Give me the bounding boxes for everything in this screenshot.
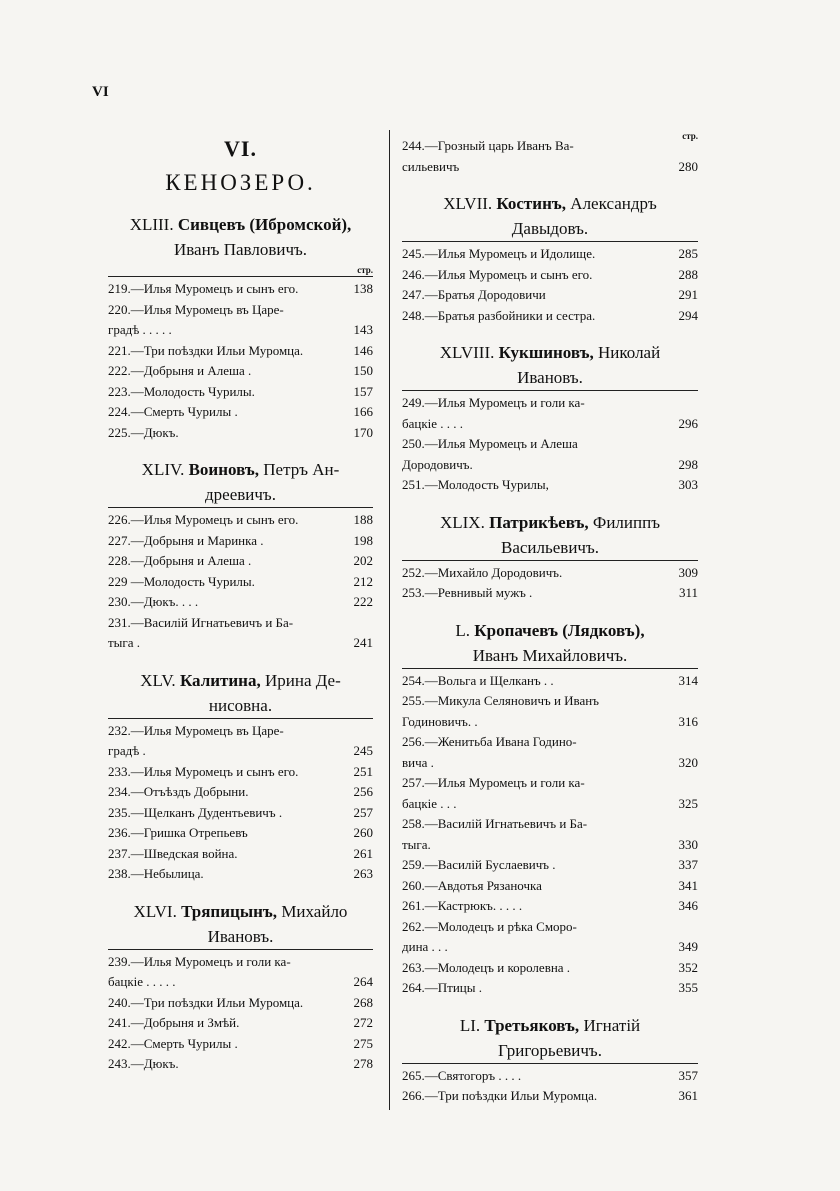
toc-entry [108, 762, 373, 783]
toc-entry-title: 246.—Илья Муромецъ и сынъ его. [402, 266, 593, 282]
page-number: VI [92, 84, 109, 100]
toc-entry [402, 563, 698, 584]
narrator-surname: Кукшиновъ, [498, 343, 594, 362]
toc-entry-page: 241 [353, 635, 373, 650]
toc-entry [108, 844, 373, 865]
toc-entry [108, 993, 373, 1014]
narrator-name-line: дреевичъ. [205, 485, 276, 504]
toc-entry-title: 239.—Илья Муромецъ и голи ка- [108, 953, 291, 969]
toc-entry-page: 150 [353, 363, 373, 378]
toc-entry-title: 237.—Шведская война. [108, 845, 238, 861]
narrator-name-line: Васильевичъ. [500, 537, 600, 557]
toc-entry-title: 265.—Святогоръ . . . . [402, 1067, 522, 1083]
toc-entry-title: градѣ . [108, 743, 146, 758]
toc-entry-page: 320 [678, 754, 698, 770]
toc-entry-title: 230.—Дюкъ. . . . [108, 594, 199, 609]
section-numeral: LI. [459, 1015, 481, 1035]
toc-entry-page: 309 [678, 564, 698, 580]
toc-entry [402, 475, 698, 496]
narrator-heading [108, 668, 373, 718]
toc-entry-title: 244.—Грозный царь Иванъ Ва- [402, 138, 574, 153]
toc-entry-title: 263.—Молодецъ и королевна . [402, 959, 571, 975]
toc-entry-title: 231.—Василій Игнатьевичъ и Ба- [108, 614, 294, 630]
toc-entry-page: 272 [353, 1015, 373, 1030]
toc-entry [402, 265, 698, 286]
narrator-surname: Тряпицынъ, [181, 901, 278, 921]
toc-entry [402, 414, 698, 435]
toc-entry-title: 253.—Ревнивый мужъ . [402, 585, 533, 600]
toc-entry [108, 972, 373, 993]
narrator-section [108, 212, 373, 443]
toc-entry [108, 320, 373, 341]
narrator-name-part: Игнатій [583, 1015, 641, 1035]
toc-entry-page: 256 [353, 784, 373, 799]
place-title: КЕНОЗЕРО. [165, 170, 316, 195]
narrator-section [402, 1013, 698, 1107]
toc-entry-page: 166 [353, 404, 373, 419]
toc-entry-title: Дородовичъ. [402, 456, 473, 472]
toc-entry [402, 876, 698, 897]
toc-entry-page: 280 [678, 158, 698, 174]
toc-entry-page: 268 [353, 994, 373, 1010]
toc-entry [108, 823, 373, 844]
toc-entry-title: 223.—Молодость Чурилы. [108, 383, 255, 399]
toc-entry [402, 157, 698, 178]
toc-entry-title: 242.—Смерть Чурилы . [108, 1035, 238, 1051]
toc-entry [108, 531, 373, 552]
toc-entry-page: 294 [678, 307, 698, 323]
narrator-section [402, 510, 698, 604]
toc-entry-title: тыга . [108, 635, 141, 650]
toc-entry-page: 349 [678, 939, 698, 954]
toc-entry-page [664, 434, 698, 455]
section-numeral: XLIV. [141, 460, 185, 479]
toc-entry-page: 138 [353, 281, 373, 296]
toc-entry-page: 325 [678, 795, 698, 811]
narrator-name-part: Филиппъ [592, 512, 661, 532]
narrator-heading [402, 340, 698, 390]
toc-entry-page: 260 [353, 825, 373, 840]
toc-list [402, 560, 698, 604]
toc-entry-page: 188 [353, 512, 373, 527]
section-numeral: XLIII. [129, 215, 174, 234]
toc-list [108, 949, 373, 1075]
toc-entry-page: 212 [353, 573, 373, 589]
left-sections [108, 212, 373, 1075]
toc-entry [108, 1054, 373, 1075]
toc-entry-page: 291 [678, 287, 698, 302]
narrator-surname: Третьяковъ, [484, 1015, 580, 1035]
narrator-name-line: Григорьевичъ. [498, 1040, 602, 1060]
toc-entry-page: 170 [353, 424, 373, 440]
toc-entry-page: 330 [678, 836, 698, 852]
toc-list [108, 276, 373, 443]
toc-list [402, 1063, 698, 1107]
narrator-surname: Патрикѣевъ, [489, 512, 589, 532]
toc-entry [108, 510, 373, 531]
toc-entry [402, 896, 698, 917]
right-column [402, 130, 698, 1107]
toc-entry [402, 306, 698, 327]
toc-entry-page: 337 [678, 857, 698, 872]
toc-entry [402, 244, 698, 265]
toc-entry-page: 261 [353, 845, 373, 861]
toc-entry-page [339, 300, 373, 321]
toc-entry [402, 434, 698, 455]
toc-entry-title: 234.—Отъѣздъ Добрыни. [108, 784, 249, 799]
toc-entry [402, 814, 698, 835]
toc-entry-page [339, 613, 373, 634]
section-numeral: XLVI. [133, 901, 177, 921]
narrator-name-part: Александръ [570, 194, 657, 213]
toc-entry-title: 250.—Илья Муромецъ и Алеша [402, 436, 578, 451]
section-numeral: XLIX. [439, 512, 485, 532]
toc-entry-page [664, 393, 698, 414]
toc-entry-title: 220.—Илья Муромецъ въ Царе- [108, 301, 284, 317]
narrator-heading [108, 457, 373, 507]
toc-entry-title: 225.—Дюкъ. [108, 424, 179, 440]
toc-entry-title: бацкіе . . . . [402, 415, 464, 431]
toc-entry-page [664, 732, 698, 753]
toc-entry-page: 357 [678, 1067, 698, 1083]
toc-entry-title: тыга. [402, 836, 431, 852]
toc-entry-title: 252.—Михайло Дородовичъ. [402, 564, 563, 580]
narrator-heading [402, 510, 698, 560]
toc-entry-page: 296 [678, 415, 698, 431]
toc-entry-page [664, 773, 698, 794]
narrator-name-line: Ивановъ. [207, 926, 274, 946]
toc-entry [402, 855, 698, 876]
toc-entry [402, 958, 698, 979]
toc-entry [402, 937, 698, 958]
column-divider [389, 130, 390, 1110]
toc-entry-title: 257.—Илья Муромецъ и голи ка- [402, 775, 585, 790]
toc-entry-page: 314 [678, 672, 698, 688]
toc-entry-title: бацкіе . . . . . [108, 974, 176, 989]
toc-entry [108, 423, 373, 444]
left-column [108, 130, 373, 1075]
toc-entry-title: 240.—Три поѣздки Ильи Муромца. [108, 994, 304, 1010]
toc-entry [108, 1034, 373, 1055]
toc-entry [108, 402, 373, 423]
toc-entry [108, 592, 373, 613]
narrator-heading [402, 191, 698, 241]
toc-entry-title: 249.—Илья Муромецъ и голи ка- [402, 395, 585, 410]
toc-entry-title: 236.—Гришка Отрепьевъ [108, 825, 248, 840]
toc-entry [108, 633, 373, 654]
section-numeral: XLVIII. [439, 343, 495, 362]
toc-list [108, 718, 373, 885]
toc-entry-page [339, 952, 373, 973]
toc-entry-title: 258.—Василій Игнатьевичъ и Ба- [402, 816, 588, 831]
narrator-name-part: Михайло [281, 901, 348, 921]
narrator-name-part: Петръ Ан- [263, 460, 340, 479]
toc-entry-page: 352 [678, 959, 698, 975]
page-column-label: стр. [682, 131, 698, 141]
toc-entry-title: дина . . . [402, 939, 448, 954]
toc-entry-title: 232.—Илья Муромецъ въ Царе- [108, 722, 284, 738]
toc-entry-page: 198 [353, 532, 373, 548]
toc-entry-page: 245 [353, 743, 373, 758]
toc-entry-title: 229 —Молодость Чурилы. [108, 573, 255, 589]
toc-entry-page: 285 [678, 246, 698, 261]
toc-list [108, 507, 373, 654]
toc-entry-page: 355 [678, 980, 698, 995]
toc-entry-title: 228.—Добрыня и Алеша . [108, 553, 252, 568]
toc-entry-page: 278 [353, 1056, 373, 1071]
toc-entry-page [664, 917, 698, 938]
right-sections [402, 191, 698, 1107]
toc-entry [402, 285, 698, 306]
toc-entry-page: 298 [678, 456, 698, 472]
narrator-surname: Калитина, [179, 670, 261, 690]
toc-entry-page: 264 [353, 974, 373, 989]
toc-entry [402, 732, 698, 753]
toc-entry-page: 251 [353, 763, 373, 779]
toc-entry-page: 346 [678, 898, 698, 913]
toc-entry-title: 233.—Илья Муромецъ и сынъ его. [108, 763, 299, 779]
toc-entry [108, 803, 373, 824]
toc-entry [402, 136, 698, 157]
toc-entry-page: 146 [353, 342, 373, 358]
toc-entry-title: 235.—Щелканъ Дудентьевичъ . [108, 804, 283, 820]
toc-entry-title: 254.—Вольга и Щелканъ . . [402, 672, 554, 688]
toc-entry-page: 202 [353, 553, 373, 568]
toc-entry-page [664, 691, 698, 712]
toc-entry [108, 864, 373, 885]
toc-entry-page: 263 [353, 866, 373, 881]
narrator-section [402, 191, 698, 326]
toc-entry-title: 266.—Три поѣздки Ильи Муромца. [402, 1088, 598, 1103]
narrator-name-line: нисовна. [208, 695, 273, 715]
toc-entry-title: Годиновичъ. . [402, 713, 478, 729]
toc-entry-title: 248.—Братья разбойники и сестра. [402, 307, 596, 323]
narrator-surname: Воиновъ, [188, 460, 260, 479]
narrator-section [402, 618, 698, 999]
toc-entry-title: 224.—Смерть Чурилы . [108, 404, 238, 419]
narrator-heading [108, 212, 373, 262]
toc-entry-title: градѣ . . . . . [108, 322, 172, 337]
narrator-section [402, 340, 698, 496]
toc-entry [402, 583, 698, 604]
toc-entry [108, 613, 373, 634]
toc-entry [402, 753, 698, 774]
toc-entry-title: 226.—Илья Муромецъ и сынъ его. [108, 512, 299, 527]
toc-entry-title: 255.—Микула Селяновичъ и Иванъ [402, 693, 599, 708]
volume-numeral: VI. [224, 136, 257, 161]
toc-list [402, 390, 698, 496]
toc-entry-page: 157 [353, 383, 373, 399]
toc-entry [402, 773, 698, 794]
page-column-label: стр. [357, 265, 373, 275]
section-numeral: XLV. [140, 670, 176, 690]
toc-entry-title: 227.—Добрыня и Маринка . [108, 532, 264, 548]
toc-entry [108, 382, 373, 403]
toc-entry-page: 275 [353, 1035, 373, 1051]
toc-entry-page: 311 [678, 585, 698, 600]
toc-entry-page: 222 [353, 594, 373, 609]
narrator-name-part: Николай [598, 343, 661, 362]
narrator-heading [402, 1013, 698, 1063]
toc-entry [402, 1066, 698, 1087]
toc-entry-page [339, 721, 373, 742]
toc-entry [108, 572, 373, 593]
toc-entry-title: 260.—Авдотья Рязаночка [402, 877, 542, 893]
toc-entry [402, 455, 698, 476]
toc-entry-title: 238.—Небылица. [108, 866, 204, 881]
toc-entry [402, 1086, 698, 1107]
toc-entry-title: 221.—Три поѣздки Ильи Муромца. [108, 342, 304, 358]
toc-entry-page: 288 [678, 266, 698, 282]
toc-entry-title: 247.—Братья Дородовичи [402, 287, 546, 302]
continued-entry [402, 136, 698, 177]
toc-entry-title: сильевичъ [402, 158, 460, 174]
narrator-section [108, 899, 373, 1075]
toc-entry [108, 341, 373, 362]
toc-entry-page: 341 [678, 877, 698, 893]
narrator-heading [402, 618, 698, 668]
narrator-name-line: Иванъ Павловичъ. [173, 240, 308, 259]
toc-entry-title: 259.—Василій Буслаевичъ . [402, 857, 556, 872]
toc-entry-title: 262.—Молодецъ и рѣка Сморо- [402, 918, 577, 934]
toc-entry [108, 279, 373, 300]
toc-entry-page: 361 [678, 1088, 698, 1103]
toc-entry-title: 222.—Добрыня и Алеша . [108, 363, 252, 378]
narrator-name-part: Ирина Де- [264, 670, 341, 690]
toc-entry [402, 794, 698, 815]
toc-entry [402, 835, 698, 856]
narrator-name-line: Ивановъ. [517, 368, 583, 387]
toc-entry-page [664, 136, 698, 157]
toc-entry [108, 361, 373, 382]
section-numeral: XLVII. [443, 194, 493, 213]
toc-entry [108, 300, 373, 321]
narrator-surname: Сивцевъ (Ибромской), [177, 215, 352, 234]
narrator-surname: Костинъ, [496, 194, 567, 213]
section-numeral: L. [455, 620, 471, 640]
toc-list [402, 668, 698, 999]
toc-entry-page [664, 814, 698, 835]
toc-entry [402, 978, 698, 999]
toc-entry-title: 243.—Дюкъ. [108, 1056, 179, 1071]
narrator-section [108, 457, 373, 654]
toc-entry-title: бацкіе . . . [402, 795, 457, 811]
toc-entry [108, 551, 373, 572]
narrator-surname: Кропачевъ (Лядковъ), [474, 620, 645, 640]
narrator-section [108, 668, 373, 885]
toc-entry [108, 1013, 373, 1034]
narrator-heading [108, 899, 373, 949]
toc-entry-page: 257 [353, 804, 373, 820]
narrator-name-line: Давыдовъ. [511, 219, 589, 238]
toc-entry-page: 143 [353, 322, 373, 337]
toc-entry-title: 241.—Добрыня и Змѣй. [108, 1015, 240, 1030]
toc-entry [402, 393, 698, 414]
toc-entry [402, 691, 698, 712]
toc-entry-page: 316 [678, 713, 698, 729]
toc-entry [402, 712, 698, 733]
narrator-name-line: Иванъ Михайловичъ. [472, 645, 628, 665]
toc-entry [108, 721, 373, 742]
toc-entry-title: 251.—Молодость Чурилы, [402, 477, 549, 492]
toc-entry-title: 256.—Женитьба Ивана Годино- [402, 734, 577, 749]
toc-entry-title: 219.—Илья Муромецъ и сынъ его. [108, 281, 299, 296]
toc-entry [108, 952, 373, 973]
toc-list [402, 241, 698, 326]
toc-entry-page: 303 [678, 477, 698, 492]
toc-entry [402, 917, 698, 938]
toc-entry-title: 264.—Птицы . [402, 980, 482, 995]
toc-entry [108, 741, 373, 762]
toc-entry [108, 782, 373, 803]
toc-entry [402, 671, 698, 692]
toc-entry-title: 245.—Илья Муромецъ и Идолище. [402, 246, 596, 261]
toc-entry-title: вича . [402, 754, 434, 770]
toc-entry-title: 261.—Кастрюкъ. . . . . [402, 898, 523, 913]
